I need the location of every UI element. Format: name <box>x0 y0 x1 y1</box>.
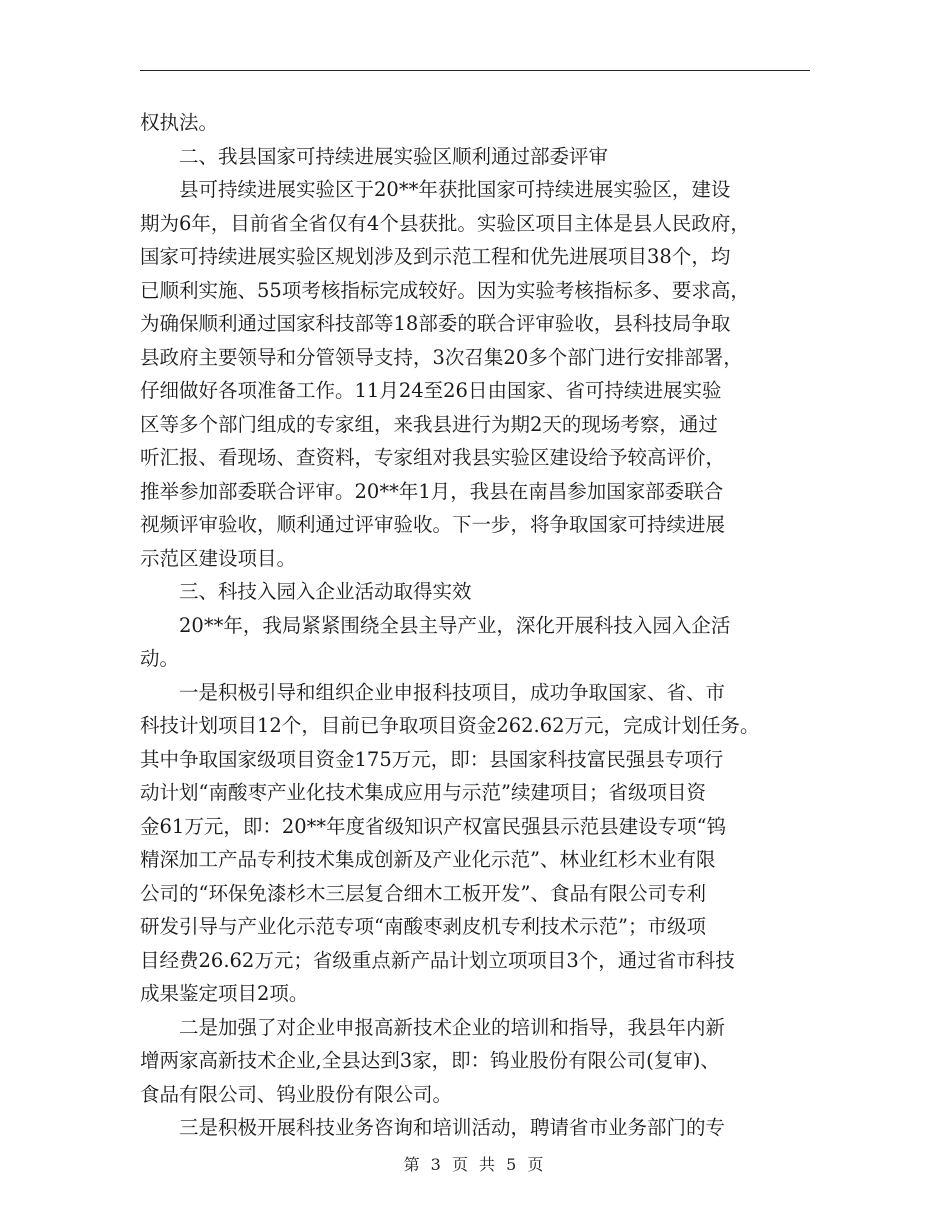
text-line: 仔细做好各项准备工作。11月24至26日由国家、省可持续进展实验 <box>140 379 722 402</box>
text-line: 权执法。 <box>140 111 219 134</box>
text-line: 增两家高新技术企业,全县达到3家，即：钨业股份有限公司(复审)、 <box>140 1049 720 1072</box>
text-line: 国家可持续进展实验区规划涉及到示范工程和优先进展项目38个，均 <box>140 245 731 268</box>
text-line: 示范区建设项目。 <box>140 546 297 570</box>
text-line: 20**年，我局紧紧围绕全县主导产业，深化开展科技入园入企活 <box>179 613 731 637</box>
text-line: 其中争取国家级项目资金175万元，即：县国家科技富民强县专项行 <box>140 747 724 771</box>
text-line: 已顺利实施、55项考核指标完成较好。因为实验考核指标多、要求高， <box>140 278 750 302</box>
text-line: 成果鉴定项目2项。 <box>140 982 309 1005</box>
text-line: 期为6年，目前省全省仅有4个县获批。实验区项目主体是县人民政府， <box>140 211 750 235</box>
text-line: 二是加强了对企业申报高新技术企业的培训和指导，我县年内新 <box>179 1015 726 1039</box>
document-body <box>140 106 820 1145</box>
text-line: 目经费26.62万元；省级重点新产品计划立项项目3个，通过省市科技 <box>140 948 735 972</box>
text-line: 精深加工产品专利技术集成创新及产业化示范”、林业红杉木业有限 <box>140 848 716 871</box>
text-line: 三、科技入园入企业活动取得实效 <box>179 580 472 603</box>
text-line: 金61万元，即：20**年度省级知识产权富民强县示范县建设专项“钨 <box>140 814 727 838</box>
text-line: 区等多个部门组成的专家组，来我县进行为期2天的现场考察，通过 <box>140 412 718 436</box>
text-line: 三是积极开展科技业务咨询和培训活动，聘请省市业务部门的专 <box>179 1116 726 1139</box>
text-line: 一是积极引导和组织企业申报科技项目，成功争取国家、省、市 <box>179 680 726 704</box>
text-line: 县可持续进展实验区于20**年获批国家可持续进展实验区，建设 <box>179 178 731 201</box>
text-line: 推举参加部委联合评审。20**年1月，我县在南昌参加国家部委联合 <box>140 479 724 503</box>
text-line: 听汇报、看现场、查资料，专家组对我县实验区建设给予较高评价， <box>140 446 726 469</box>
text-line: 动计划“南酸枣产业化技术集成应用与示范”续建项目；省级项目资 <box>140 781 706 804</box>
text-line: 视频评审验收，顺利通过评审验收。下一步，将争取国家可持续进展 <box>140 513 726 536</box>
text-line: 公司的“环保免漆杉木三层复合细木工板开发”、食品有限公司专利 <box>140 881 706 905</box>
text-line: 为确保顺利通过国家科技部等18部委的联合评审验收，县科技局争取 <box>140 312 731 335</box>
text-line: 县政府主要领导和分管领导支持，3次召集20多个部门进行安排部署， <box>140 345 743 369</box>
text-line: 研发引导与产业化示范专项“南酸枣剥皮机专利技术示范”；市级项 <box>140 915 706 938</box>
text-line: 食品有限公司、钨业股份有限公司。 <box>140 1082 453 1106</box>
page-footer: 第 3 页 共 5 页 <box>403 1155 547 1174</box>
text-line: 科技计划项目12个，目前已争取项目资金262.62万元，完成计划任务。 <box>140 714 760 737</box>
text-line: 动。 <box>140 647 180 670</box>
text-line: 二、我县国家可持续进展实验区顺利通过部委评审 <box>179 144 609 168</box>
header-rule <box>140 70 810 71</box>
